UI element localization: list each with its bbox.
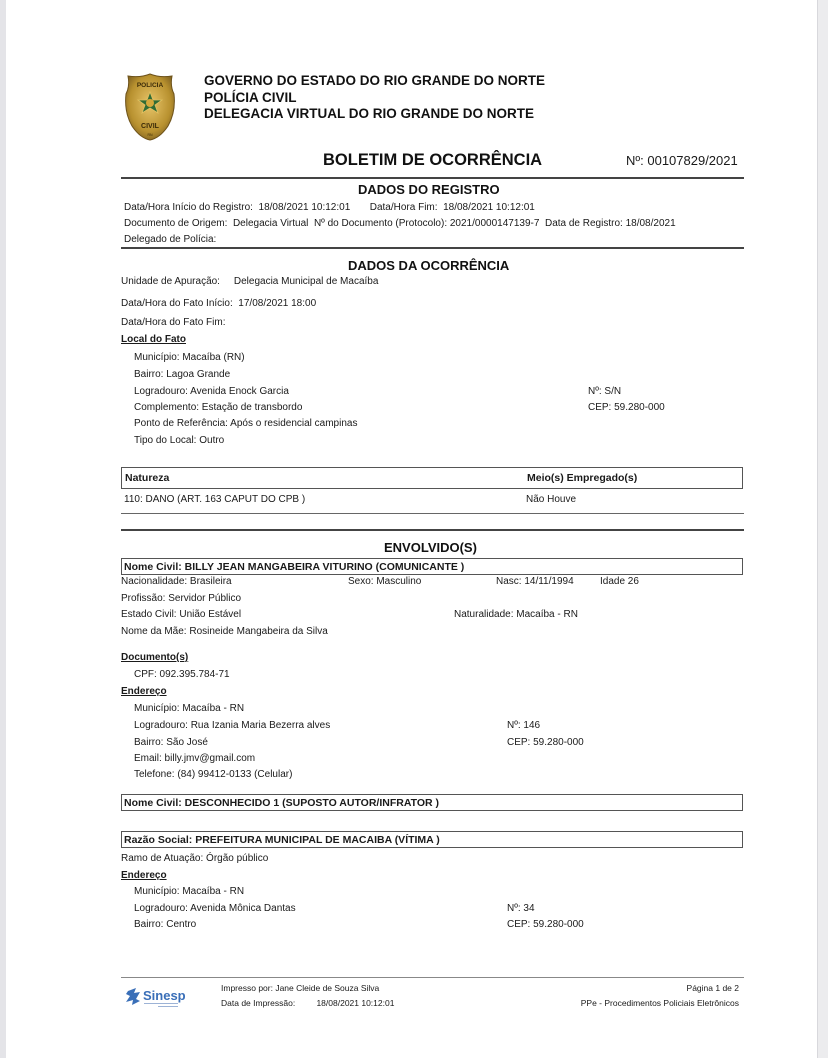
comunicante-name: Nome Civil: BILLY JEAN MANGABEIRA VITURINO (COMUNICANTE ) xyxy=(124,560,465,573)
svg-text:POLICIA: POLICIA xyxy=(136,82,164,89)
police-badge-icon xyxy=(124,72,176,142)
local-cep: CEP: 59.280-000 xyxy=(588,402,665,413)
label: Nº do Documento (Protocolo): xyxy=(313,218,448,229)
header-government: GOVERNO DO ESTADO DO RIO GRANDE DO NORTE xyxy=(204,73,546,88)
header-delegacia: DELEGACIA VIRTUAL DO RIO GRANDE DO NORTE xyxy=(204,106,535,121)
footer-data-impressao xyxy=(221,998,394,1008)
ocorrencia-fato-inicio xyxy=(121,298,316,309)
local-numero: Nº: S/N xyxy=(588,386,622,397)
ocorrencia-unidade xyxy=(121,276,378,287)
vitima-header-box xyxy=(121,831,743,848)
comunicante-nacionalidade: Nacionalidade: Brasileira xyxy=(121,576,232,587)
label: Data/Hora Fim: xyxy=(369,202,438,213)
section-title-envolvidos: ENVOLVIDO(S) xyxy=(384,540,477,555)
registro-origem xyxy=(124,218,676,229)
local-complemento: Complemento: Estação de transbordo xyxy=(134,402,303,413)
documentos-heading: Documento(s) xyxy=(121,652,189,663)
local-referencia: Ponto de Referência: Após o residencial campinas xyxy=(134,418,358,429)
local-municipio: Município: Macaíba (RN) xyxy=(134,352,245,363)
comunicante-nasc: Nasc: 14/11/1994 xyxy=(496,576,574,587)
divider xyxy=(121,247,744,249)
section-title-ocorrencia: DADOS DA OCORRÊNCIA xyxy=(348,258,510,273)
label: Data/Hora do Fato Início: xyxy=(121,298,233,309)
vitima-logradouro: Logradouro: Avenida Mônica Dantas xyxy=(134,903,296,914)
document-number: Nº: 00107829/2021 xyxy=(626,153,738,168)
sinesp-logo-icon xyxy=(124,985,204,1009)
comunicante-estado-civil: Estado Civil: União Estável xyxy=(121,609,242,620)
label: Data de Registro: xyxy=(544,218,623,229)
value: 18/08/2021 10:12:01 xyxy=(443,202,535,213)
divider xyxy=(121,177,744,179)
value: 18/08/2021 10:12:01 xyxy=(258,202,351,213)
comunicante-sexo: Sexo: Masculino xyxy=(348,576,422,587)
local-tipo: Tipo do Local: Outro xyxy=(134,435,225,446)
svg-text:Sinesp: Sinesp xyxy=(143,988,186,1003)
vitima-endereco-heading: Endereço xyxy=(121,870,167,881)
ocorrencia-fato-fim: Data/Hora do Fato Fim: xyxy=(121,317,226,328)
vitima-cep: CEP: 59.280-000 xyxy=(507,919,584,930)
divider xyxy=(121,513,744,514)
local-logradouro: Logradouro: Avenida Enock Garcia xyxy=(134,386,289,397)
comunicante-telefone: Telefone: (84) 99412-0133 (Celular) xyxy=(134,769,293,780)
comunicante-cep: CEP: 59.280-000 xyxy=(507,737,584,748)
vitima-bairro: Bairro: Centro xyxy=(134,919,197,930)
header-policia: POLÍCIA CIVIL xyxy=(204,90,297,105)
comunicante-idade: Idade 26 xyxy=(600,576,639,587)
document-title: BOLETIM DE OCORRÊNCIA xyxy=(323,151,543,169)
meio-empregado-header: Meio(s) Empregado(s) xyxy=(527,472,638,484)
vitima-name: Razão Social: PREFEITURA MUNICIPAL DE MACAIBA (VÍTIMA ) xyxy=(124,833,440,846)
registro-delegado: Delegado de Polícia: xyxy=(124,234,217,245)
comunicante-logradouro: Logradouro: Rua Izania Maria Bezerra alves xyxy=(134,720,331,731)
local-bairro: Bairro: Lagoa Grande xyxy=(134,369,231,380)
value: 18/08/2021 xyxy=(625,218,676,229)
comunicante-cpf: CPF: 092.395.784-71 xyxy=(134,669,230,680)
value: 2021/0000147139-7 xyxy=(449,218,540,229)
page-edge-left xyxy=(0,0,6,1058)
autor-name: Nome Civil: DESCONHECIDO 1 (SUPOSTO AUTOR/INFRATOR ) xyxy=(124,796,440,809)
comunicante-numero: Nº: 146 xyxy=(507,720,541,731)
local-do-fato-heading: Local do Fato xyxy=(121,334,186,345)
footer-impresso-por: Impresso por: Jane Cleide de Souza Silva xyxy=(221,983,380,993)
label: Unidade de Apuração: xyxy=(121,276,220,287)
comunicante-profissao: Profissão: Servidor Público xyxy=(121,593,242,604)
section-title-registro: DADOS DO REGISTRO xyxy=(358,182,500,197)
vitima-ramo: Ramo de Atuação: Órgão público xyxy=(121,853,269,864)
natureza-header: Natureza xyxy=(125,472,170,484)
divider xyxy=(121,529,744,531)
vitima-numero: Nº: 34 xyxy=(507,903,535,914)
footer-sistema: PPe - Procedimentos Policiais Eletrônicos xyxy=(580,998,739,1008)
comunicante-header-box xyxy=(121,558,743,575)
label: Data/Hora Início do Registro: xyxy=(124,202,253,213)
meio-empregado-value: Não Houve xyxy=(526,494,577,505)
registro-inicio xyxy=(124,202,535,213)
comunicante-email: Email: billy.jmv@gmail.com xyxy=(134,753,256,764)
value: 18/08/2021 10:12:01 xyxy=(316,998,395,1008)
natureza-value: 110: DANO (ART. 163 CAPUT DO CPB ) xyxy=(124,494,306,505)
comunicante-mae: Nome da Mãe: Rosineide Mangabeira da Silva xyxy=(121,626,328,637)
comunicante-bairro: Bairro: São José xyxy=(134,737,208,748)
comunicante-municipio: Município: Macaíba - RN xyxy=(134,703,245,714)
label: Documento de Origem: xyxy=(124,218,228,229)
value: Delegacia Municipal de Macaíba xyxy=(233,276,379,287)
svg-text:RN: RN xyxy=(147,133,153,137)
value: Delegacia Virtual xyxy=(232,218,309,229)
autor-header-box xyxy=(121,794,743,811)
natureza-table-header xyxy=(121,467,743,489)
endereco-heading: Endereço xyxy=(121,686,167,697)
vitima-municipio: Município: Macaíba - RN xyxy=(134,886,245,897)
svg-text:CIVIL: CIVIL xyxy=(141,123,159,130)
comunicante-naturalidade: Naturalidade: Macaíba - RN xyxy=(454,609,578,620)
value: 17/08/2021 18:00 xyxy=(238,298,317,309)
footer-pagina: Página 1 de 2 xyxy=(686,983,739,993)
scrollbar-track[interactable] xyxy=(817,0,828,1058)
label: Data de Impressão: xyxy=(221,998,296,1008)
footer-divider xyxy=(121,977,744,978)
